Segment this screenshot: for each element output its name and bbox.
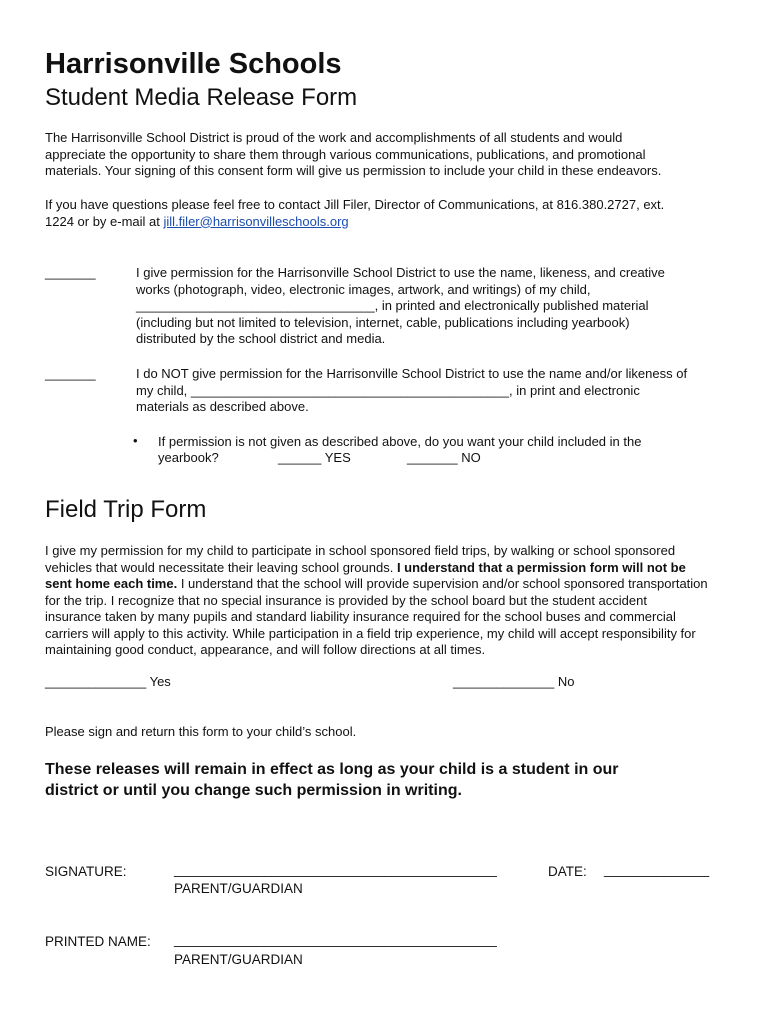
- contact-line-2: [45, 214, 735, 231]
- no-permission-blank[interactable]: _______: [45, 366, 96, 381]
- signature-label: SIGNATURE:: [45, 864, 127, 879]
- yearbook-no-option[interactable]: _______ NO: [407, 450, 481, 465]
- yearbook-question: [158, 433, 641, 450]
- intro-line: appreciate the opportunity to share them through various communications, publications, and promotional: [45, 146, 646, 162]
- bullet-icon: •: [133, 433, 138, 448]
- intro-line: The Harrisonville School District is proud of the work and accomplishments of all students and would: [45, 130, 623, 145]
- no-permission-line: I do NOT give permission for the Harrisonville School District to use the name and/or likeness of: [136, 366, 688, 381]
- field-trip-bold-text: I understand that a permission form will not be: [396, 559, 686, 575]
- intro-line: materials. Your signing of this consent form will give us permission to include your child in these endeavors.: [45, 163, 662, 178]
- no-permission-line: my child, ____________________________________________, in print and electronic: [136, 382, 640, 398]
- intro-paragraph: [45, 130, 735, 180]
- field-trip-text: I understand that the school will provide supervision and/or school sponsored transportation: [177, 576, 708, 591]
- contact-line: If you have questions please feel free to contact Jill Filer, Director of Communications, at 816.380.2727, ext.: [45, 197, 665, 212]
- signature-line[interactable]: ___________________________________________: [174, 862, 497, 877]
- yearbook-line: If permission is not given as described above, do you want your child included in the: [158, 434, 642, 449]
- field-trip-line: [45, 560, 735, 577]
- contact-prefix: 1224 or by e-mail at: [45, 213, 164, 229]
- printed-name-label: PRINTED NAME:: [45, 934, 151, 949]
- field-trip-paragraph: [45, 543, 735, 659]
- permission-line: (including but not limited to television, internet, cable, publications including yearbook): [136, 314, 630, 330]
- no-permission-line: materials as described above.: [136, 399, 309, 414]
- contact-paragraph: [45, 197, 735, 230]
- field-trip-line: I give my permission for my child to participate in school sponsored field trips, by walking or school sponsored: [45, 543, 676, 558]
- email-link[interactable]: jill.filer@harrisonvilleschools.org: [163, 213, 349, 229]
- yearbook-yes-option[interactable]: ______ YES: [278, 450, 351, 465]
- permission-line: distributed by the school district and media.: [136, 331, 386, 346]
- return-note: Please sign and return this form to your child’s school.: [45, 724, 357, 739]
- permission-text: [136, 265, 665, 348]
- permission-line: I give permission for the Harrisonville School District to use the name, likeness, and creative: [136, 265, 665, 280]
- date-line[interactable]: ______________: [604, 862, 710, 877]
- field-trip-line: for the trip. I recognize that no special insurance is provided by the school board but the student accident: [45, 592, 647, 608]
- permission-blank[interactable]: _______: [45, 265, 96, 280]
- page-subtitle: Student Media Release Form: [45, 84, 358, 111]
- effect-statement: [45, 759, 619, 801]
- field-trip-line: carriers will apply to this activity. While participation in a field trip experience, my child will accept responsibility for: [45, 625, 696, 641]
- field-trip-text: vehicles that would necessitate their leaving school grounds.: [45, 559, 397, 575]
- field-trip-yes-option[interactable]: ______________ Yes: [45, 674, 171, 689]
- effect-statement-line: district or until you change such permission in writing.: [45, 782, 462, 799]
- field-trip-line: [45, 576, 735, 593]
- printed-name-caption: PARENT/GUARDIAN: [174, 952, 303, 967]
- effect-statement-line: These releases will remain in effect as long as your child is a student in our: [45, 761, 619, 778]
- date-label: DATE:: [548, 864, 587, 879]
- field-trip-heading: Field Trip Form: [45, 496, 207, 523]
- permission-line: _________________________________, in printed and electronically published material: [136, 298, 649, 313]
- field-trip-no-option[interactable]: ______________ No: [453, 674, 575, 689]
- field-trip-line: insurance taken by many pupils and standard liability insurance required for the school buses and commercial: [45, 609, 676, 624]
- permission-line: works (photograph, video, electronic images, artwork, and writings) of my child,: [136, 281, 591, 297]
- page-title: Harrisonville Schools: [45, 48, 342, 80]
- printed-name-line[interactable]: ___________________________________________: [174, 932, 497, 947]
- yearbook-label: yearbook?: [158, 450, 219, 465]
- no-permission-text: [136, 366, 687, 416]
- field-trip-line: maintaining good conduct, appearance, and will follow directions at all times.: [45, 642, 486, 657]
- field-trip-bold-text: sent home each time.: [45, 576, 178, 591]
- signature-caption: PARENT/GUARDIAN: [174, 881, 303, 896]
